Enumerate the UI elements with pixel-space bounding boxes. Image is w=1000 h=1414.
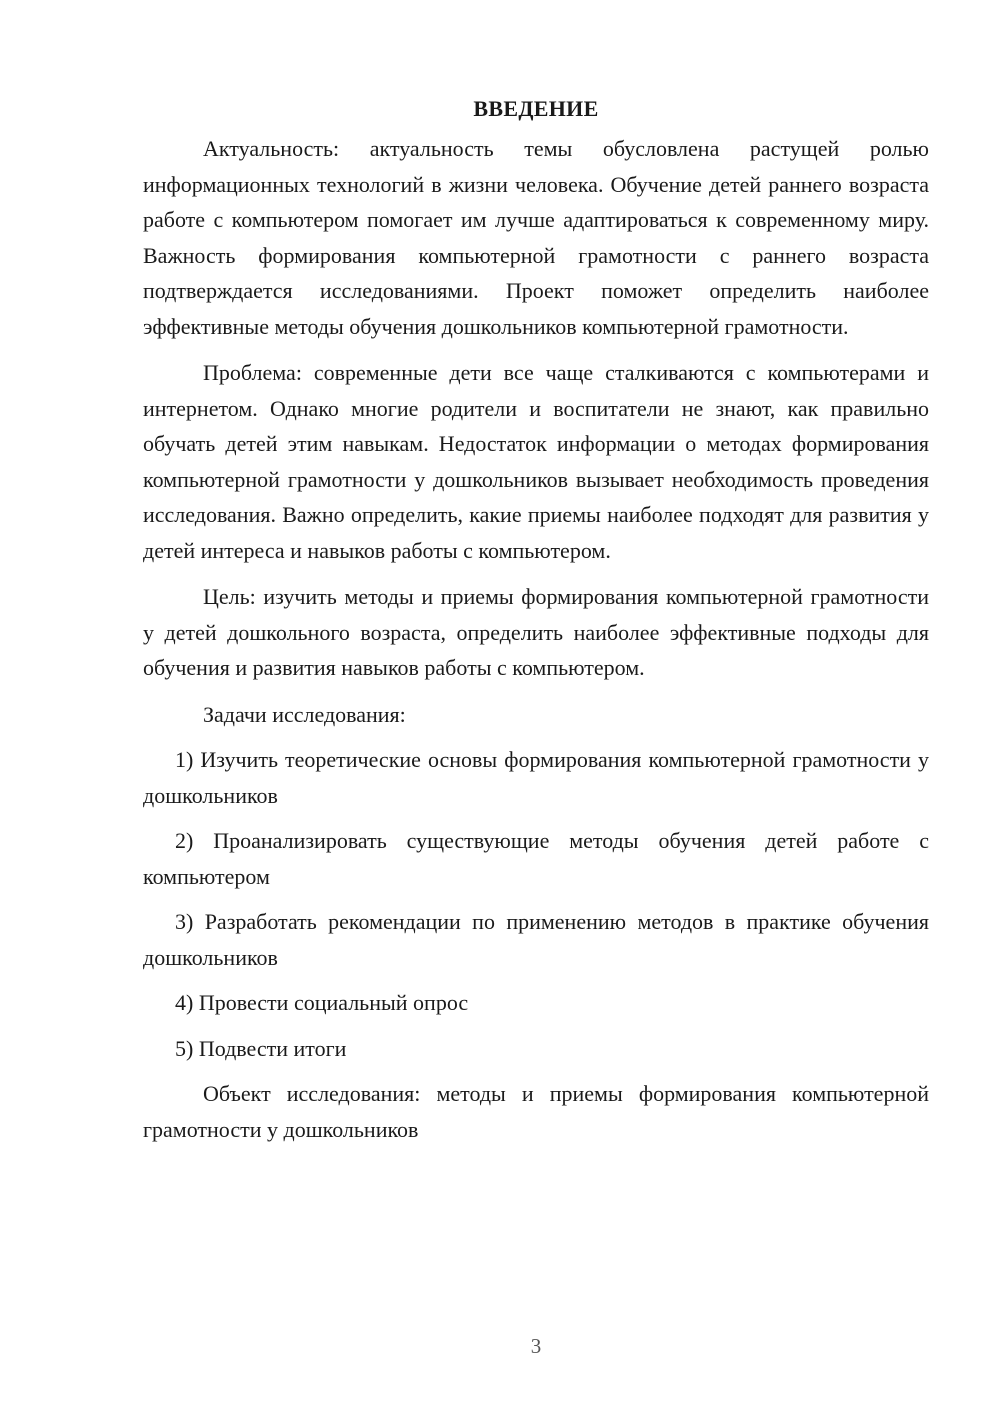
paragraph-goal: Цель: изучить методы и приемы формирования компьютерной грамотности у детей дошкольного возраста, определить наиболее эффективные подходы для обучения и развития навыков работы с компьютером.: [143, 584, 929, 680]
page-number: 3: [530, 1334, 542, 1358]
task-item: 1) Изучить теоретические основы формирования компьютерной грамотности у дошкольников: [143, 747, 929, 808]
tasks-title: Задачи исследования:: [203, 701, 406, 727]
page-content: [143, 92, 929, 1158]
task-item: 5) Подвести итоги: [175, 1035, 347, 1061]
paragraph-object: Объект исследования: методы и приемы формирования компьютерной грамотности у дошкольников: [143, 1081, 929, 1142]
task-list: [143, 742, 929, 1066]
task-item: 3) Разработать рекомендации по применению методов в практике обучения дошкольников: [143, 909, 929, 970]
task-item: 2) Проанализировать существующие методы обучения детей работе с компьютером: [143, 828, 929, 889]
paragraph-relevance: Актуальность: актуальность темы обусловлена растущей ролью информационных технологий в жизни человека. Обучение детей раннего возраста работе с компьютером помогает им лучше адаптироваться к современному миру. Важность формирования компьютерной грамотности с раннего возраста подтверждается исследованиями. Проект поможет определить наиболее эффективные методы обучения дошкольников компьютерной грамотности.: [143, 136, 929, 339]
paragraph-problem: Проблема: современные дети все чаще сталкиваются с компьютерами и интернетом. Однако многие родители и воспитатели не знают, как правильно обучать детей этим навыкам. Недостаток информации о методах формирования компьютерной грамотности у дошкольников вызывает необходимость проведения исследования. Важно определить, какие приемы наиболее подходят для развития у детей интереса и навыков работы с компьютером.: [143, 360, 929, 563]
section-heading: ВВЕДЕНИЕ: [473, 96, 599, 121]
task-item: 4) Провести социальный опрос: [175, 990, 469, 1015]
